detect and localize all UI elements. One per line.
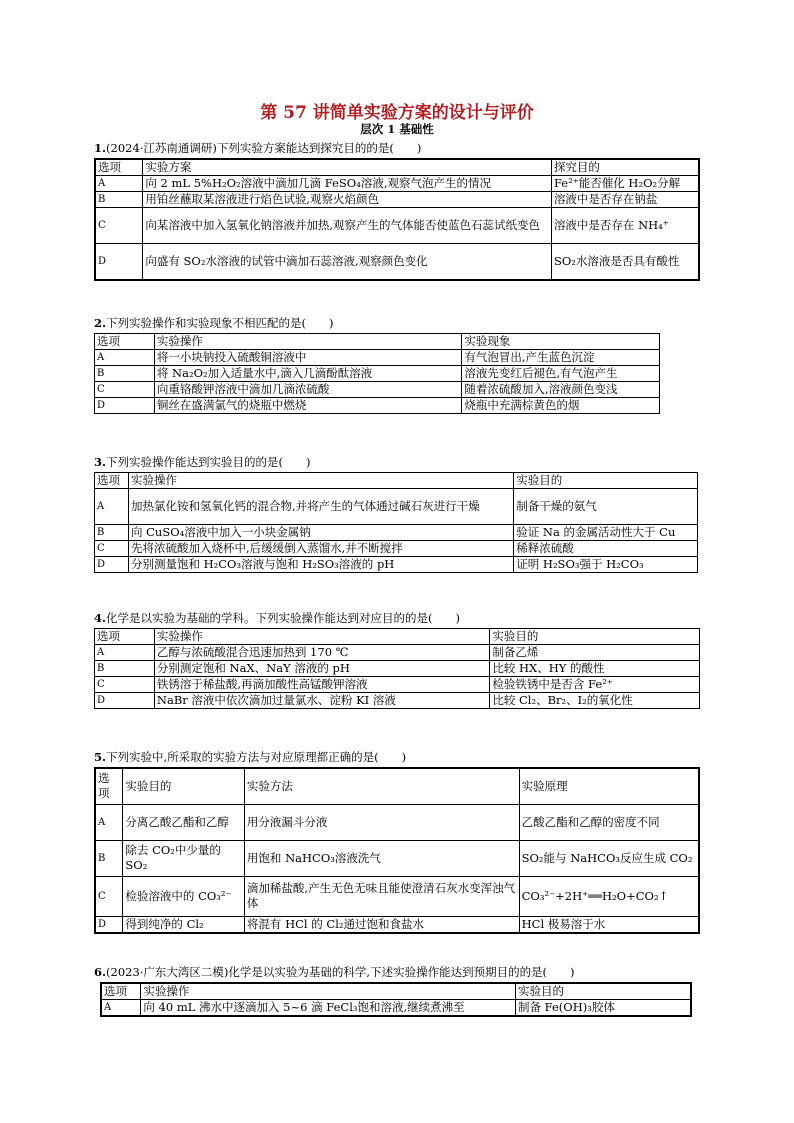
question-stem [94,454,698,470]
table-cell: 用铂丝蘸取某溶液进行焰色试验,观察火焰颜色 [143,192,552,208]
question-2 [94,315,660,414]
option-cell: B [95,840,123,876]
table-cell: 比较 Cl₂、Br₂、I₂的氧化性 [490,693,700,709]
table-cell: 制备 Fe(OH)₃胶体 [515,1000,691,1017]
table-row [95,366,660,382]
table-header-cell: 实验操作 [141,983,516,1000]
table-row [101,1000,691,1017]
table-header-cell: 探究目的 [551,159,699,176]
table-row [95,350,660,366]
table-header-cell: 选项 [95,159,143,176]
table-header-cell: 选项 [95,473,129,489]
table-cell: 烧瓶中充满棕黄色的烟 [462,398,660,414]
table-cell: 制备乙烯 [490,645,700,661]
table-row [95,693,700,709]
table-cell: SO₂水溶液是否具有酸性 [551,244,699,280]
question-table [94,472,698,573]
table-cell: 用分液漏斗分液 [244,804,519,840]
table-cell: 分别测量饱和 H₂CO₃溶液与饱和 H₂SO₃溶液的 pH [128,557,513,573]
table-cell: CO₃²⁻+2H⁺══H₂O+CO₂↑ [519,876,699,916]
table-cell: 加热氯化铵和氢氧化钙的混合物,并将产生的气体通过碱石灰进行干燥 [128,489,513,525]
table-cell: 先将浓硫酸加入烧杯中,后缓缓倒入蒸馏水,并不断搅拌 [128,541,513,557]
question-text: 下列实验操作和实验现象不相匹配的是( ) [106,316,334,330]
question-number: 5. [94,750,107,764]
table-header-cell: 实验操作 [128,473,513,489]
question-stem [94,315,660,331]
table-row [95,541,698,557]
question-table [94,628,700,709]
question-3 [94,454,698,573]
table-cell: 检验溶液中的 CO₃²⁻ [123,876,245,916]
table-header-row [95,473,698,489]
option-cell: A [95,489,129,525]
table-row [95,382,660,398]
table-cell: 除去 CO₂中少量的 SO₂ [123,840,245,876]
option-cell: A [95,176,143,192]
table-cell: 将混有 HCl 的 Cl₂通过饱和食盐水 [244,916,519,933]
table-row [95,489,698,525]
table-cell: 铜丝在盛满氯气的烧瓶中燃烧 [154,398,461,414]
table-row [95,661,700,677]
question-1 [94,140,700,281]
table-header-cell: 选项 [95,334,155,350]
table-cell: 检验铁锈中是否含 Fe²⁺ [490,677,700,693]
table-cell: 向重铬酸钾溶液中滴加几滴浓硫酸 [154,382,461,398]
question-text: 下列实验中,所采取的实验方法与对应原理都正确的是( ) [106,750,407,764]
option-cell: A [95,350,155,366]
table-header-cell: 实验操作 [154,629,489,645]
table-header-cell: 实验原理 [519,768,699,804]
table-row [95,208,699,244]
question-text: (2023·广东大湾区二模)化学是以实验为基础的科学,下述实验操作能达到预期目的的是( ) [106,965,575,979]
table-header-cell: 实验方法 [244,768,519,804]
table-header-cell: 实验现象 [462,334,660,350]
question-number: 2. [94,316,107,330]
table-row [95,557,698,573]
option-cell: B [95,525,129,541]
table-row [95,916,699,933]
table-cell: 溶液中是否存在 NH₄⁺ [551,208,699,244]
question-stem [94,610,700,626]
table-cell: 铁锈溶于稀盐酸,再滴加酸性高锰酸钾溶液 [154,677,489,693]
table-cell: 制备干燥的氨气 [514,489,698,525]
question-number: 3. [94,455,107,469]
table-cell: 有气泡冒出,产生蓝色沉淀 [462,350,660,366]
question-table [94,767,700,934]
section-subtitle: 层次 1 基础性 [360,122,434,136]
question-table [100,982,692,1017]
table-cell: 分离乙酸乙酯和乙醇 [123,804,245,840]
table-cell: 随着浓硫酸加入,溶液颜色变浅 [462,382,660,398]
table-header-cell: 实验目的 [514,473,698,489]
option-cell: D [95,244,143,280]
table-cell: 向 CuSO₄溶液中加入一小块金属钠 [128,525,513,541]
question-stem [94,749,700,765]
table-cell: 得到纯净的 Cl₂ [123,916,245,933]
table-header-cell: 选项 [101,983,141,1000]
table-cell: SO₂能与 NaHCO₃反应生成 CO₂ [519,840,699,876]
table-cell: 验证 Na 的金属活动性大于 Cu [514,525,698,541]
table-row [95,840,699,876]
table-header-cell: 实验操作 [154,334,461,350]
table-cell: 乙醇与浓硫酸混合迅速加热到 170 ℃ [154,645,489,661]
table-header-cell: 实验目的 [490,629,700,645]
question-text: (2024·江苏南通调研)下列实验方案能达到探究目的的是( ) [106,141,422,155]
table-cell: NaBr 溶液中依次滴加过量氯水、淀粉 KI 溶液 [154,693,489,709]
question-stem [94,964,692,980]
table-row [95,645,700,661]
question-text: 下列实验操作能达到实验目的的是( ) [106,455,311,469]
table-cell: 乙酸乙酯和乙醇的密度不同 [519,804,699,840]
table-header-row [95,629,700,645]
table-cell: HCl 极易溶于水 [519,916,699,933]
table-cell: 将一小块钠投入硫酸铜溶液中 [154,350,461,366]
table-cell: 滴加稀盐酸,产生无色无味且能使澄清石灰水变浑浊气体 [244,876,519,916]
table-cell: 溶液中是否存在钠盐 [551,192,699,208]
table-header-row [95,768,699,804]
table-cell: Fe²⁺能否催化 H₂O₂分解 [551,176,699,192]
table-row [95,876,699,916]
table-header-cell: 实验方案 [143,159,552,176]
table-cell: 分别测定饱和 NaX、NaY 溶液的 pH [154,661,489,677]
table-cell: 稀释浓硫酸 [514,541,698,557]
question-6 [94,964,692,1017]
option-cell: B [95,192,143,208]
table-cell: 向某溶液中加入氢氧化钠溶液并加热,观察产生的气体能否使蓝色石蕊试纸变色 [143,208,552,244]
table-row [95,244,699,280]
table-header-row [95,159,699,176]
table-row [95,398,660,414]
question-number: 1. [94,141,107,155]
table-cell: 比较 HX、HY 的酸性 [490,661,700,677]
table-header-row [101,983,691,1000]
question-4 [94,610,700,709]
table-cell: 溶液先变红后褪色,有气泡产生 [462,366,660,382]
option-cell: D [95,557,129,573]
option-cell: A [95,804,123,840]
question-number: 4. [94,611,107,625]
option-cell: D [95,693,155,709]
option-cell: B [95,366,155,382]
table-header-cell: 实验目的 [515,983,691,1000]
option-cell: D [95,916,123,933]
option-cell: A [95,645,155,661]
table-cell: 用饱和 NaHCO₃溶液洗气 [244,840,519,876]
page-title: 第 57 讲简单实验方案的设计与评价 [260,103,534,123]
question-table [94,158,700,281]
option-cell: C [95,677,155,693]
option-cell: D [95,398,155,414]
option-cell: C [95,208,143,244]
question-5 [94,749,700,934]
table-row [95,804,699,840]
question-number: 6. [94,965,107,979]
table-header-cell: 实验目的 [123,768,245,804]
table-row [95,677,700,693]
option-cell: B [95,661,155,677]
option-cell: C [95,541,129,557]
option-cell: C [95,382,155,398]
question-text: 化学是以实验为基础的学科。下列实验操作能达到对应目的的是( ) [106,611,460,625]
table-row [95,176,699,192]
table-cell: 向盛有 SO₂水溶液的试管中滴加石蕊溶液,观察颜色变化 [143,244,552,280]
table-cell: 向 2 mL 5%H₂O₂溶液中滴加几滴 FeSO₄溶液,观察气泡产生的情况 [143,176,552,192]
option-cell: A [101,1000,141,1017]
table-row [95,525,698,541]
question-stem [94,140,700,156]
table-header-row [95,334,660,350]
table-row [95,192,699,208]
table-cell: 将 Na₂O₂加入适量水中,滴入几滴酚酞溶液 [154,366,461,382]
option-cell: C [95,876,123,916]
question-table [94,333,660,414]
table-header-cell: 选项 [95,768,123,804]
table-cell: 向 40 mL 沸水中逐滴加入 5~6 滴 FeCl₃饱和溶液,继续煮沸至 [141,1000,516,1017]
table-header-cell: 选项 [95,629,155,645]
table-cell: 证明 H₂SO₃强于 H₂CO₃ [514,557,698,573]
